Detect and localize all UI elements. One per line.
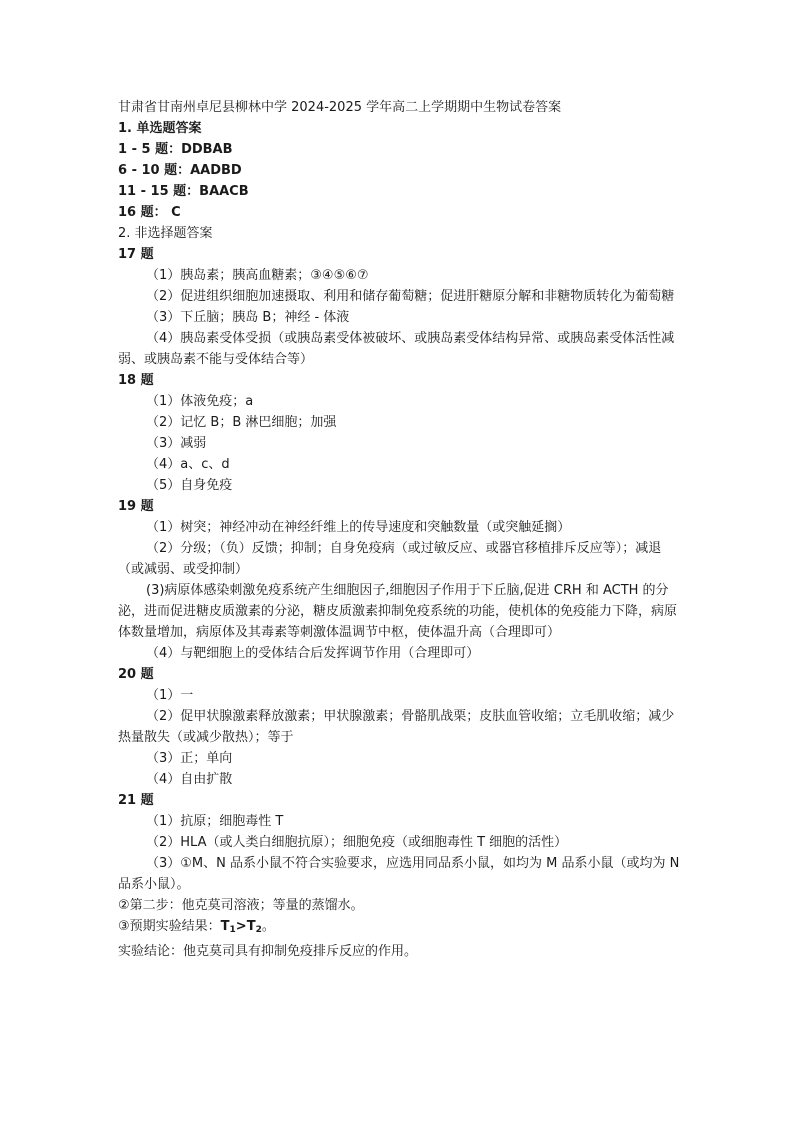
answer-row: 11 - 15 题：BAACB [118,184,249,199]
result-gt-t2: >T [235,919,256,934]
result-subscript-2: 2 [255,925,262,935]
question-label: 17 题 [118,247,154,262]
answer-line: （2）促甲状腺激素释放激素；甲状腺激素；骨骼肌战栗；皮肤血管收缩；立毛肌收缩；减少热量散失（或减少散热）；等于 [118,709,675,745]
answer-line: （1）树突；神经冲动在神经纤维上的传导速度和突触数量（或突触延搁） [146,520,571,535]
answer-line: ②第二步：他克莫司溶液；等量的蒸馏水。 [118,898,364,913]
answer-line: （2）记忆 B；B 淋巴细胞；加强 [146,415,337,430]
answer-row: 6 - 10 题：AADBD [118,163,242,178]
question-label: 21 题 [118,793,154,808]
answer-line: （4）a、c、d [146,457,230,472]
answer-line: (3)病原体感染刺激免疫系统产生细胞因子,细胞因子作用于下丘脑,促进 CRH 和 ACTH 的分泌，进而促进糖皮质激素的分泌，糖皮质激素抑制免疫系统的功能，使机体的免疫能力下降，病原体数量增加，病原体及其毒素等刺激体温调节中枢，使体温升高（合理即可） [118,583,678,640]
expected-result-line [118,916,684,941]
answer-row: 16 题： C [118,205,181,220]
answer-row: 1 - 5 题：DDBAB [118,142,233,157]
answer-line: （1）一 [146,688,194,703]
answer-line: （1）抗原；细胞毒性 T [146,814,284,829]
answer-line: （5）自身免疫 [146,478,233,493]
answer-line: （3）①M、N 品系小鼠不符合实验要求，应选用同品系小鼠，如均为 M 品系小鼠（或均为 N 品系小鼠）。 [118,856,680,892]
answer-line: （2）HLA（或人类白细胞抗原）；细胞免疫（或细胞毒性 T 细胞的活性） [146,835,568,850]
answer-line: （4）胰岛素受体受损（或胰岛素受体被破坏、或胰岛素受体结构异常、或胰岛素受体活性减弱、或胰岛素不能与受体结合等） [118,331,675,367]
section-heading-non-choice: 2. 非选择题答案 [118,226,213,241]
answer-content [118,97,684,962]
answer-line: （2）促进组织细胞加速摄取、利用和储存葡萄糖；促进肝糖原分解和非糖物质转化为葡萄糖 [146,289,675,304]
answer-line: （2）分级；（负）反馈；抑制；自身免疫病（或过敏反应、或器官移植排斥反应等）；减退（或减弱、或受抑制） [118,541,662,577]
result-t1: T [220,919,230,934]
result-end: 。 [261,919,275,934]
answer-line: （1）胰岛素；胰高血糖素；③④⑤⑥⑦ [146,268,369,283]
answer-line: （4）自由扩散 [146,772,233,787]
question-label: 18 题 [118,373,154,388]
answer-line: （3）下丘脑；胰岛 B；神经 - 体液 [146,310,350,325]
document-title: 甘肃省甘南州卓尼县柳林中学 2024-2025 学年高二上学期期中生物试卷答案 [118,100,562,115]
section-heading-single-choice: 1. 单选题答案 [118,121,202,136]
answer-line: （1）体液免疫；a [146,394,254,409]
question-label: 20 题 [118,667,154,682]
result-subscript-1: 1 [229,925,236,935]
question-label: 19 题 [118,499,154,514]
result-prefix: ③预期实验结果： [118,919,221,934]
answer-line: （3）正；单向 [146,751,233,766]
answer-line: （3）减弱 [146,436,207,451]
conclusion-line: 实验结论：他克莫司具有抑制免疫排斥反应的作用。 [118,944,418,959]
answer-line: （4）与靶细胞上的受体结合后发挥调节作用（合理即可） [146,646,480,661]
